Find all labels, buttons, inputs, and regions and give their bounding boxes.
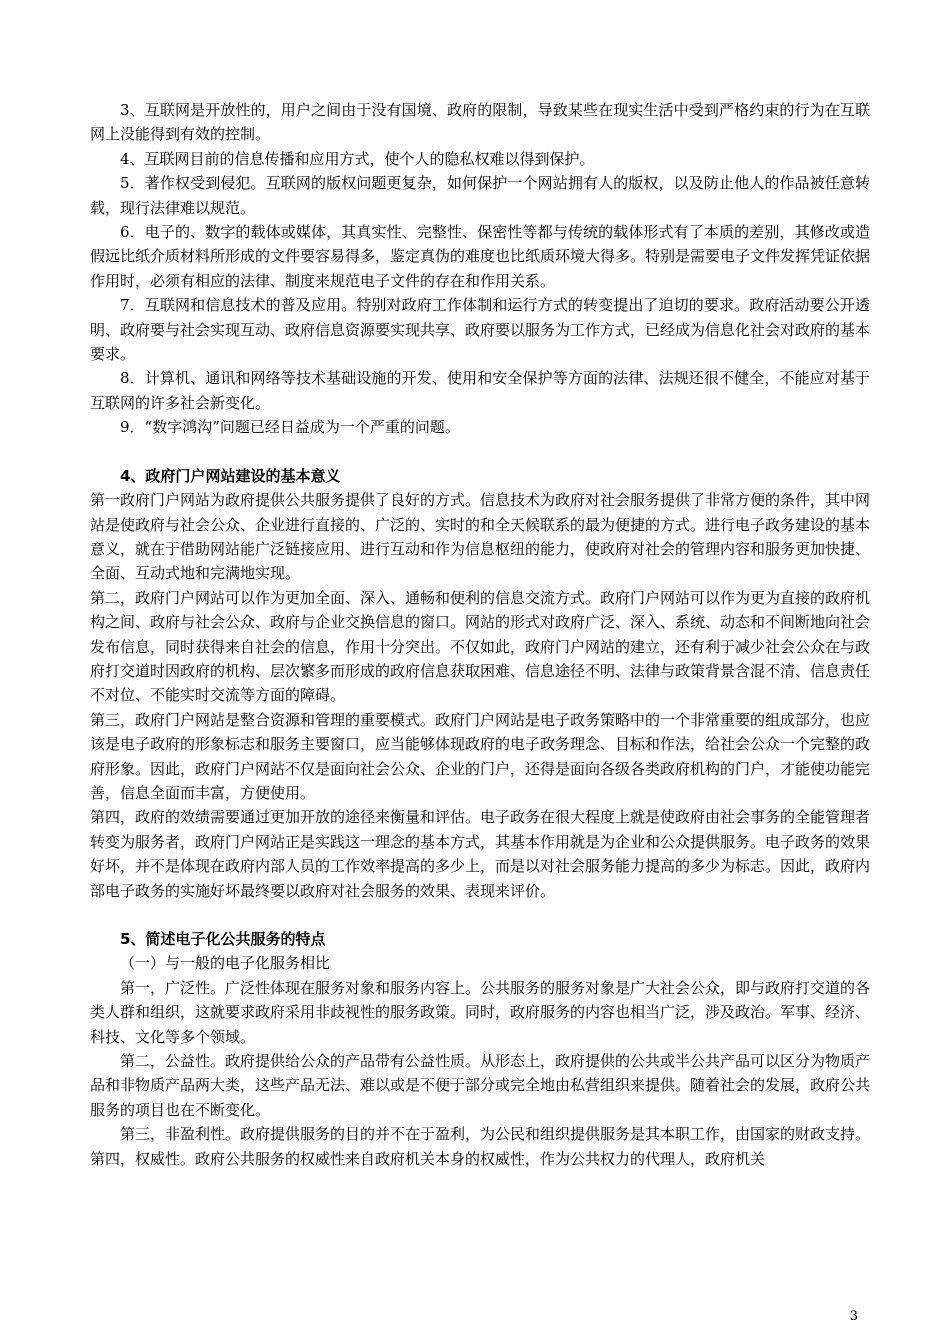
list-item-3: 3、互联网是开放性的，用户之间由于没有国境、政府的限制，导致某些在现实生活中受到严格约束的行为在互联网上没能得到有效的控制。 xyxy=(90,101,870,144)
section-4-paragraph-3: 第三，政府门户网站是整合资源和管理的重要模式。政府门户网站是电子政务策略中的一个非常重要的组成部分，也应该是电子政府的形象标志和服务主要窗口，应当能够体现政府的电子政务理念、目标和作法，给社会公众一个完整的政府形象。因此，政府门户网站不仅是面向社会公众、企业的门户，还得是面向各级各类政府机构的门户，才能使功能完善，信息全面而丰富，方便使用。 xyxy=(90,710,871,802)
section-5-paragraph-1: 第一，广泛性。广泛性体现在服务对象和服务内容上。公共服务的服务对象是广大社会公众，即与政府打交道的各类人群和组织，这就要求政府采用非歧视性的服务政策。同时，政府服务的内容也相当广泛，涉及政治。军事、经济、科技、文化等多个领域。 xyxy=(90,978,871,1046)
section-4-paragraph-2: 第二，政府门户网站可以作为更加全面、深入、通畅和便利的信息交流方式。政府门户网站可以作为更为直接的政府机构之间、政府与社会公众、政府与企业交换信息的窗口。网站的形式对政府广泛、深入、系统、动态和不间断地向社会发布信息，同时获得来自社会的信息，作用十分突出。不仅如此，政府门户网站的建立，还有利于减少社会公众在与政府打交道时因政府的机构、层次繁多而形成的政府信息获取困难、信息途径不明、法律与政策背景含混不清、信息责任不对位、不能实时交流等方面的障碍。 xyxy=(90,588,871,705)
list-item-6: 6．电子的、数字的载体或媒体，其真实性、完整性、保密性等都与传统的载体形式有了本质的差别，其修改或造假远比纸介质材料所形成的文件要容易得多，鉴定真伪的难度也比纸质环境大得多。特别是需要电子文件发挥凭证依据作用时，必须有相应的法律、制度来规范电子文件的存在和作用关系。 xyxy=(90,223,871,290)
section-gap xyxy=(90,903,870,927)
section-5-subheading: （一）与一般的电子化服务相比 xyxy=(120,954,331,973)
section-5-paragraph-2: 第二，公益性。政府提供给公众的产品带有公益性质。从形态上，政府提供的公共或半公共产品可以区分为物质产品和非物质产品两大类，这些产品无法、难以或是不便于部分或完全地由私营组织来提供。随着社会的发展，政府公共服务的项目也在不断变化。 xyxy=(90,1052,871,1119)
section-5-heading: 5、简述电子化公共服务的特点 xyxy=(120,930,326,948)
section-4-heading: 4、政府门户网站建设的基本意义 xyxy=(120,466,341,485)
list-item-4: 4、互联网目前的信息传播和应用方式，使个人的隐私权难以得到保护。 xyxy=(120,149,595,168)
section-gap xyxy=(90,440,870,464)
list-item-8: 8．计算机、通讯和网络等技术基础设施的开发、使用和安全保护等方面的法律、法规还很不健全，不能应对基于互联网的许多社会新变化。 xyxy=(90,369,870,412)
list-item-5: 5．著作权受到侵犯。互联网的版权问题更复杂，如何保护一个网站拥有人的版权，以及防止他人的作品被任意转载，现行法律难以规范。 xyxy=(90,174,870,217)
section-5-paragraph-4: 第四，权威性。政府公共服务的权威性来自政府机关本身的权威性，作为公共权力的代理人，政府机关 xyxy=(90,1149,766,1168)
list-item-9: 9．“数字鸿沟”问题已经日益成为一个严重的问题。 xyxy=(120,418,460,437)
page-number: 3 xyxy=(849,1309,858,1324)
document-body xyxy=(90,98,870,1171)
list-item-7: 7．互联网和信息技术的普及应用。特别对政府工作体制和运行方式的转变提出了迫切的要求。政府活动要公开透明、政府要与社会实现互动、政府信息资源要实现共享、政府要以服务为工作方式，已经成为信息化社会对政府的基本要求。 xyxy=(90,296,871,364)
section-4-paragraph-4: 第四，政府的效绩需要通过更加开放的途径来衡量和评估。电子政务在很大程度上就是使政府由社会事务的全能管理者转变为服务者，政府门户网站正是实践这一理念的基本方式，其基本作用就是为企业和公众提供服务。电子政务的效果好坏，并不是体现在政府内部人员的工作效率提高的多少上，而是以对社会服务能力提高的多少为标志。因此，政府内部电子政务的实施好坏最终要以政府对社会服务的效果、表现来评价。 xyxy=(90,808,871,900)
section-5-paragraph-3: 第三，非盈利性。政府提供服务的目的并不在于盈利，为公民和组织提供服务是其本职工作，由国家的财政支持。 xyxy=(120,1125,871,1144)
section-4-paragraph-1: 第一政府门户网站为政府提供公共服务提供了良好的方式。信息技术为政府对社会服务提供了非常方便的条件，其中网站是使政府与社会公众、企业进行直接的、广泛的、实时的和全天候联系的最为便捷的方式。进行电子政务建设的基本意义，就在于借助网站能广泛链接应用、进行互动和作为信息枢纽的能力，使政府对社会的管理内容和服务更加快捷、全面、互动式地和完满地实现。 xyxy=(90,491,871,583)
